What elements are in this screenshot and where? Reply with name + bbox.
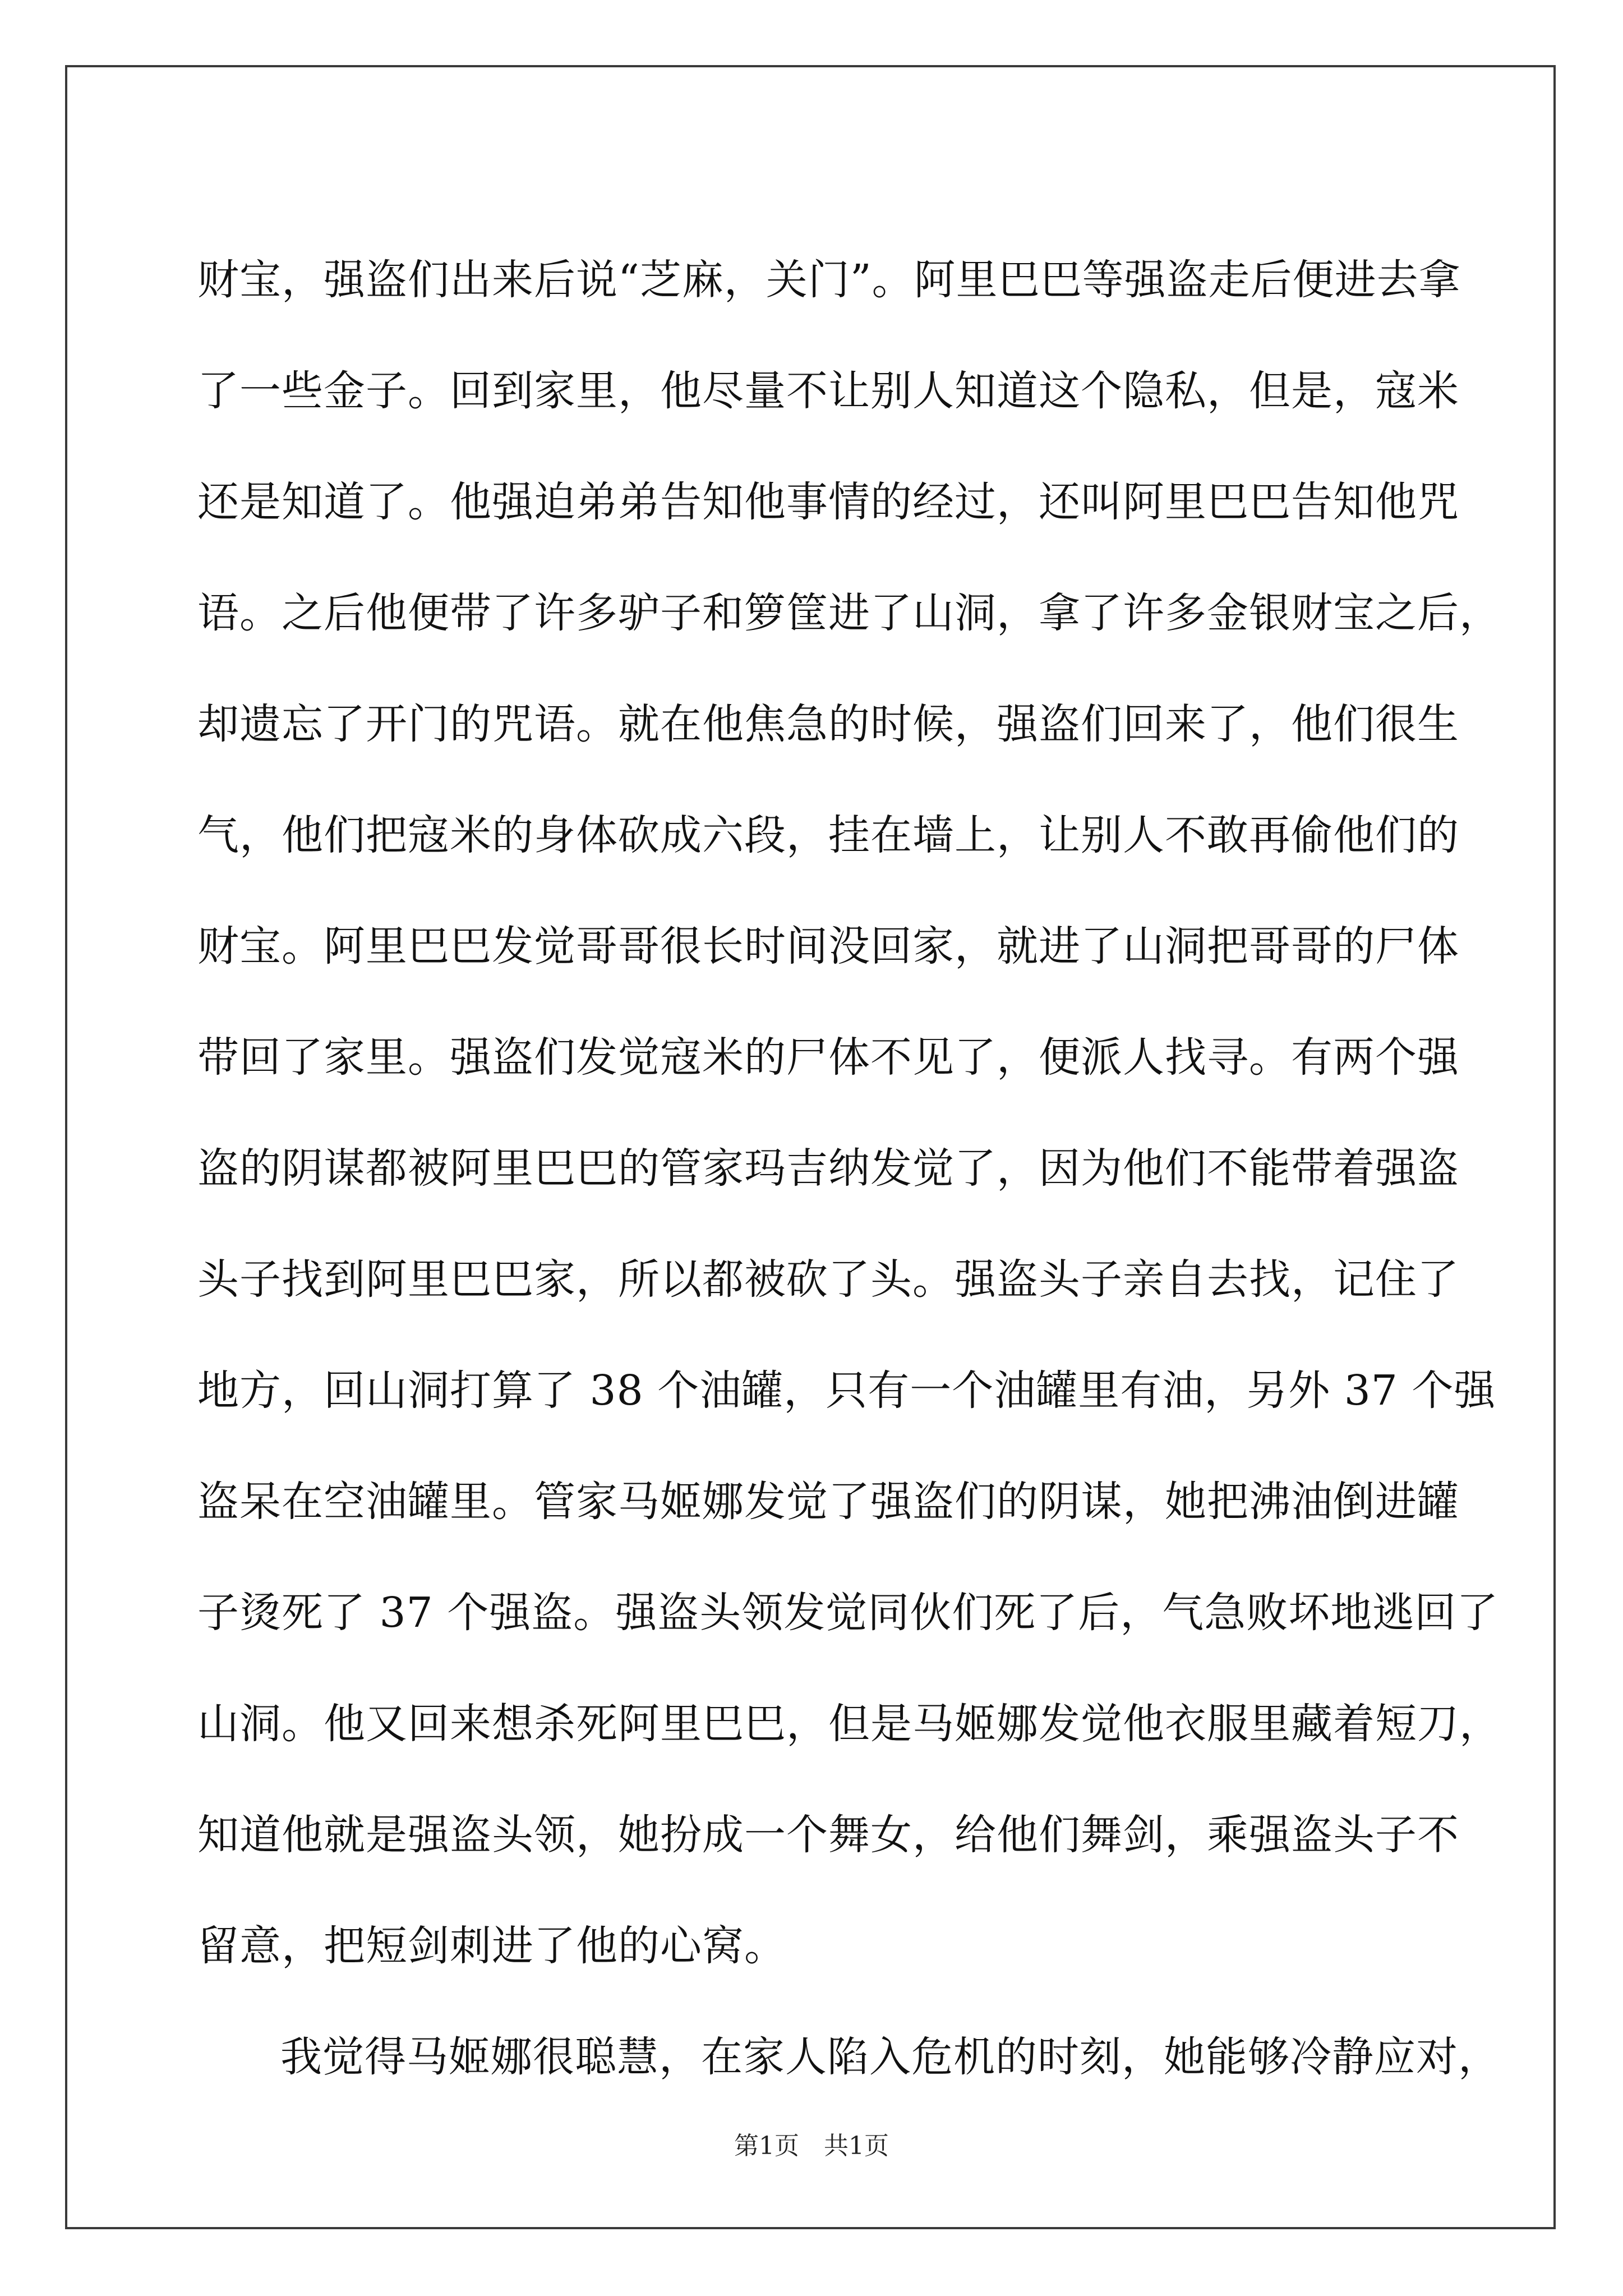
text-line: 语。之后他便带了许多驴子和箩筐进了山洞，拿了许多金银财宝之后， (197, 589, 1501, 637)
text-line: 盗呆在空油罐里。管家马姬娜发觉了强盗们的阴谋，她把沸油倒进罐 (197, 1478, 1459, 1526)
text-line: 地方，回山洞打算了 38 个油罐，只有一个油罐里有油，另外 37 个强 (197, 1366, 1496, 1415)
text-line: 却遗忘了开门的咒语。就在他焦急的时候，强盗们回来了，他们很生 (197, 700, 1459, 748)
text-line: 了一些金子。回到家里，他尽量不让别人知道这个隐私，但是，寇米 (197, 367, 1459, 415)
text-line: 还是知道了。他强迫弟弟告知他事情的经过，还叫阿里巴巴告知他咒 (197, 478, 1459, 526)
text-line: 气，他们把寇米的身体砍成六段，挂在墙上，让别人不敢再偷他们的 (197, 811, 1459, 859)
page-number-footer: 第1页 共1页 (734, 2132, 889, 2160)
text-line: 头子找到阿里巴巴家，所以都被砍了头。强盗头子亲自去找，记住了 (197, 1255, 1459, 1304)
text-line: 子烫死了 37 个强盗。强盗头领发觉同伙们死了后，气急败坏地逃回了 (197, 1589, 1499, 1637)
text-line: 盗的阴谋都被阿里巴巴的管家玛吉纳发觉了，因为他们不能带着强盗 (197, 1144, 1459, 1193)
text-line: 带回了家里。强盗们发觉寇米的尸体不见了，便派人找寻。有两个强 (197, 1033, 1459, 1082)
text-line: 财宝。阿里巴巴发觉哥哥很长时间没回家，就进了山洞把哥哥的尸体 (197, 922, 1459, 970)
text-line: 财宝，强盗们出来后说“芝麻，关门”。阿里巴巴等强盗走后便进去拿 (197, 256, 1461, 304)
paragraph-start-line: 我觉得马姬娜很聪慧，在家人陷入危机的时刻，她能够冷静应对， (280, 2033, 1500, 2081)
document-body (197, 224, 1501, 2113)
text-line: 山洞。他又回来想杀死阿里巴巴，但是马姬娜发觉他衣服里藏着短刀， (197, 1700, 1501, 1748)
text-line: 留意，把短剑刺进了他的心窝。 (197, 1922, 786, 1970)
text-line: 知道他就是强盗头领，她扮成一个舞女，给他们舞剑，乘强盗头子不 (197, 1811, 1459, 1859)
